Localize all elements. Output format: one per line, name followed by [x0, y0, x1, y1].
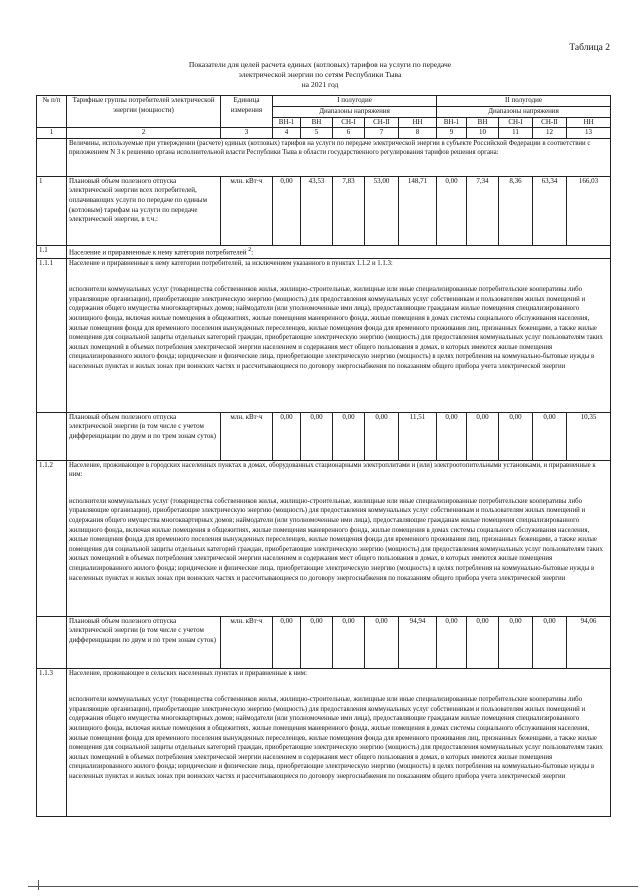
value-cell: 94,94: [399, 616, 437, 668]
column-number: 8: [399, 128, 437, 139]
value-cell: 0,00: [273, 616, 301, 668]
value-cell: 148,71: [399, 176, 437, 245]
header-voltage: СН-I: [499, 117, 533, 128]
column-number: 6: [333, 128, 365, 139]
header-voltage: ВН: [301, 117, 333, 128]
value-cell: 0,00: [273, 412, 301, 460]
value-cell: 0,00: [273, 176, 301, 245]
value-cell: 0,00: [301, 616, 333, 668]
value-cell: 0,00: [499, 412, 533, 460]
header-unit: Единица измерения: [221, 96, 273, 128]
column-number: 13: [567, 128, 611, 139]
header-voltage: СН-I: [333, 117, 365, 128]
row-label-text: Население и приравненные к нему категории потребителей: [69, 248, 247, 257]
row-unit: млн. кВт·ч: [221, 176, 273, 245]
row-label: Население, проживающее в городских населенных пунктах в домах, оборудованных стационарными электроплитами и (или) электроотопительными установками, и приравненные к ним:: [69, 461, 596, 479]
header-voltage: ВН: [467, 117, 499, 128]
value-cell: 10,35: [567, 412, 611, 460]
column-number: 7: [365, 128, 399, 139]
value-cell: 0,00: [437, 176, 467, 245]
header-voltage: СН-II: [533, 117, 567, 128]
value-cell: 63,34: [533, 176, 567, 245]
row-number: 1.1: [37, 245, 67, 258]
value-cell: 0,00: [365, 616, 399, 668]
long-description: исполнители коммунальных услуг (товарищества собственников жилья, жилищно-строительные, жилищные или иные специализированные потребительские кооперативы либо управляющие организации), приобретающие электрическую энергию (мощность) для предоставления коммунальных услуг собственникам и пользователям жилых помещений и содержания общего имущества многоквартирных домов; наймодатели (или уполномоченные ими лица), предоставляющие гражданам жилые помещения специализированного жилищного фонда, включая жилые помещения в общежитиях, жилые помещения маневренного фонда, жилые помещения в домах системы социального обслуживания населения, жилые помещения фонда для временного поселения вынужденных переселенцев, жилые помещения фонда для временного проживания лиц, признанных беженцами, а также жилые помещения для социальной защиты отдельных категорий граждан, приобретающие электрическую энергию (мощность) для предоставления коммунальных услуг пользователям таких жилых помещений в объемах потребления электрической энергии населением и содержания мест общего пользования в домах, в которых имеются жилые помещения специализированного жилого фонда; юридические и физические лица, приобретающие электрическую энергию (мощность) в целях потребления на коммунально-бытовые нужды в населенных пунктах и жилых зонах при воинских частях и рассчитывающиеся по договору энергоснабжения по показаниям общего прибора учета электрической энергии: [69, 497, 603, 582]
column-number: 11: [499, 128, 533, 139]
bottom-border-line: [28, 886, 638, 887]
row-sub-label: Плановый объем полезного отпуска электрической энергии (в том числе с учетом дифференциации по двум и по трем зонам суток): [67, 412, 221, 460]
row-description: [67, 258, 611, 412]
column-number: 1: [37, 128, 67, 139]
header-voltage: ВН-1: [273, 117, 301, 128]
row-label: Население и приравненные к нему категории потребителей, за исключением указанного в пунктах 1.1.2 и 1.1.3:: [69, 259, 393, 267]
long-description: исполнители коммунальных услуг (товарищества собственников жилья, жилищно-строительные, жилищные или иные специализированные потребительские кооперативы либо управляющие организации), приобретающие электрическую энергию (мощность) для предоставления коммунальных услуг собственникам и пользователям жилых помещений и содержания общего имущества многоквартирных домов; наймодатели (или уполномоченные ими лица), предоставляющие гражданам жилые помещения специализированного жилищного фонда, включая жилые помещения в общежитиях, жилые помещения маневренного фонда, жилые помещения в домах системы социального обслуживания населения, жилые помещения фонда для временного поселения вынужденных переселенцев, жилые помещения фонда для временного проживания лиц, признанных беженцами, а также жилые помещения для социальной защиты отдельных категорий граждан, приобретающие электрическую энергию (мощность) для предоставления коммунальных услуг пользователям таких жилых помещений в объемах потребления электрической энергии населением и содержания мест общего пользования в домах, в которых имеются жилые помещения специализированного жилого фонда; юридические и физические лица, приобретающие электрическую энергию (мощность) в целях потребления на коммунально-бытовые нужды в населенных пунктах и жилых зонах при воинских частях и рассчитывающиеся по договору энергоснабжения по показаниям общего прибора учета электрической энергии: [69, 286, 603, 371]
value-cell: 0,00: [467, 616, 499, 668]
column-number: 3: [221, 128, 273, 139]
header-ranges-1: Диапазоны напряжения: [273, 107, 437, 118]
column-number: 2: [67, 128, 221, 139]
row-unit: млн. кВт·ч: [221, 412, 273, 460]
heading-line-3: на 2021 год: [301, 80, 339, 89]
table-number: Таблица 2: [569, 43, 610, 53]
column-number: 5: [301, 128, 333, 139]
value-cell: 0,00: [333, 412, 365, 460]
value-cell: 11,51: [399, 412, 437, 460]
header-voltage: НН: [399, 117, 437, 128]
column-number: 4: [273, 128, 301, 139]
row-blank: [37, 138, 67, 176]
header-first-half: I полугодие: [273, 96, 437, 107]
row-sub-label: Плановый объем полезного отпуска электрической энергии (в том числе с учетом дифференциации по двум и по трем зонам суток): [67, 616, 221, 668]
value-cell: 43,53: [301, 176, 333, 245]
value-cell: 0,00: [437, 412, 467, 460]
value-cell: 166,03: [567, 176, 611, 245]
row-blank: [37, 412, 67, 460]
heading-line-2: электрической энергии по сетям Республики Тыва: [238, 70, 402, 79]
row-blank: [37, 616, 67, 668]
row-label: [67, 245, 611, 258]
document-heading: [150, 60, 490, 90]
value-cell: 0,00: [301, 412, 333, 460]
header-voltage: ВН-1: [437, 117, 467, 128]
header-voltage: СН-II: [365, 117, 399, 128]
value-cell: 0,00: [437, 616, 467, 668]
value-cell: 94,06: [567, 616, 611, 668]
value-cell: 53,00: [365, 176, 399, 245]
value-cell: 0,00: [365, 412, 399, 460]
heading-line-1: Показатели для целей расчета единых (котловых) тарифов на услуги по передаче: [188, 60, 452, 69]
value-cell: 8,36: [499, 176, 533, 245]
header-voltage: НН: [567, 117, 611, 128]
row-unit: млн. кВт·ч: [221, 616, 273, 668]
value-cell: 7,83: [333, 176, 365, 245]
header-group: Тарифные группы потребителей электрической энергии (мощности): [67, 96, 221, 128]
intro-text: Величины, используемые при утверждении (расчете) единых (котловых) тарифов на услуги по передаче электрической энергии в субъекте Российской Федерации в соответствии с приложением N 3 к решению органа исполнительной власти Республики Тыва в области государственного регулирования тарифов решения органа:: [67, 138, 611, 176]
header-second-half: II полугодие: [437, 96, 611, 107]
value-cell: 7,34: [467, 176, 499, 245]
row-label-colon: :: [251, 248, 254, 257]
row-label: Население, проживающее в сельских населенных пунктах и приравненные к ним:: [69, 669, 307, 677]
row-number: 1: [37, 176, 67, 245]
row-description: [67, 668, 611, 816]
header-ranges-2: Диапазоны напряжения: [437, 107, 611, 118]
value-cell: 0,00: [533, 412, 567, 460]
column-number: 12: [533, 128, 567, 139]
long-description: исполнители коммунальных услуг (товарищества собственников жилья, жилищно-строительные, жилищные или иные специализированные потребительские кооперативы либо управляющие организации), приобретающие электрическую энергию (мощность) для предоставления коммунальных услуг собственникам и пользователям жилых помещений и содержания общего имущества многоквартирных домов; наймодатели (или уполномоченные ими лица), предоставляющие гражданам жилые помещения специализированного жилищного фонда, включая жилые помещения в общежитиях, жилые помещения маневренного фонда, жилые помещения в домах системы социального обслуживания населения, жилые помещения фонда для временного поселения вынужденных переселенцев, жилые помещения фонда для временного проживания лиц, признанных беженцами, а также жилые помещения для социальной защиты отдельных категорий граждан, приобретающие электрическую энергию (мощность) для предоставления коммунальных услуг пользователям таких жилых помещений в объемах потребления электрической энергии населением и содержания мест общего пользования в домах, в которых имеются жилые помещения специализированного жилого фонда; юридические и физические лица, приобретающие электрическую энергию (мощность) в целях потребления на коммунально-бытовые нужды в населенных пунктах и жилых зонах при воинских частях и рассчитывающиеся по договору энергоснабжения по показаниям общего прибора учета электрической энергии: [69, 696, 603, 781]
row-number: 1.1.3: [37, 668, 67, 816]
value-cell: 0,00: [533, 616, 567, 668]
row-number: 1.1.1: [37, 258, 67, 412]
tariff-table: [36, 95, 611, 817]
value-cell: 0,00: [467, 412, 499, 460]
value-cell: 0,00: [499, 616, 533, 668]
footnote-mark: 2: [248, 246, 252, 253]
column-number: 9: [437, 128, 467, 139]
row-description: [67, 460, 611, 616]
value-cell: 0,00: [333, 616, 365, 668]
row-number: 1.1.2: [37, 460, 67, 616]
bottom-border-tick: [38, 880, 39, 890]
column-number: 10: [467, 128, 499, 139]
row-label: Плановый объем полезного отпуска электрической энергии всех потребителей, оплачивающих услуги по передаче по единым (котловым) тарифам на услуги по передаче электрической энергии, в т.ч.:: [67, 176, 221, 245]
header-num: № п/п: [37, 96, 67, 128]
